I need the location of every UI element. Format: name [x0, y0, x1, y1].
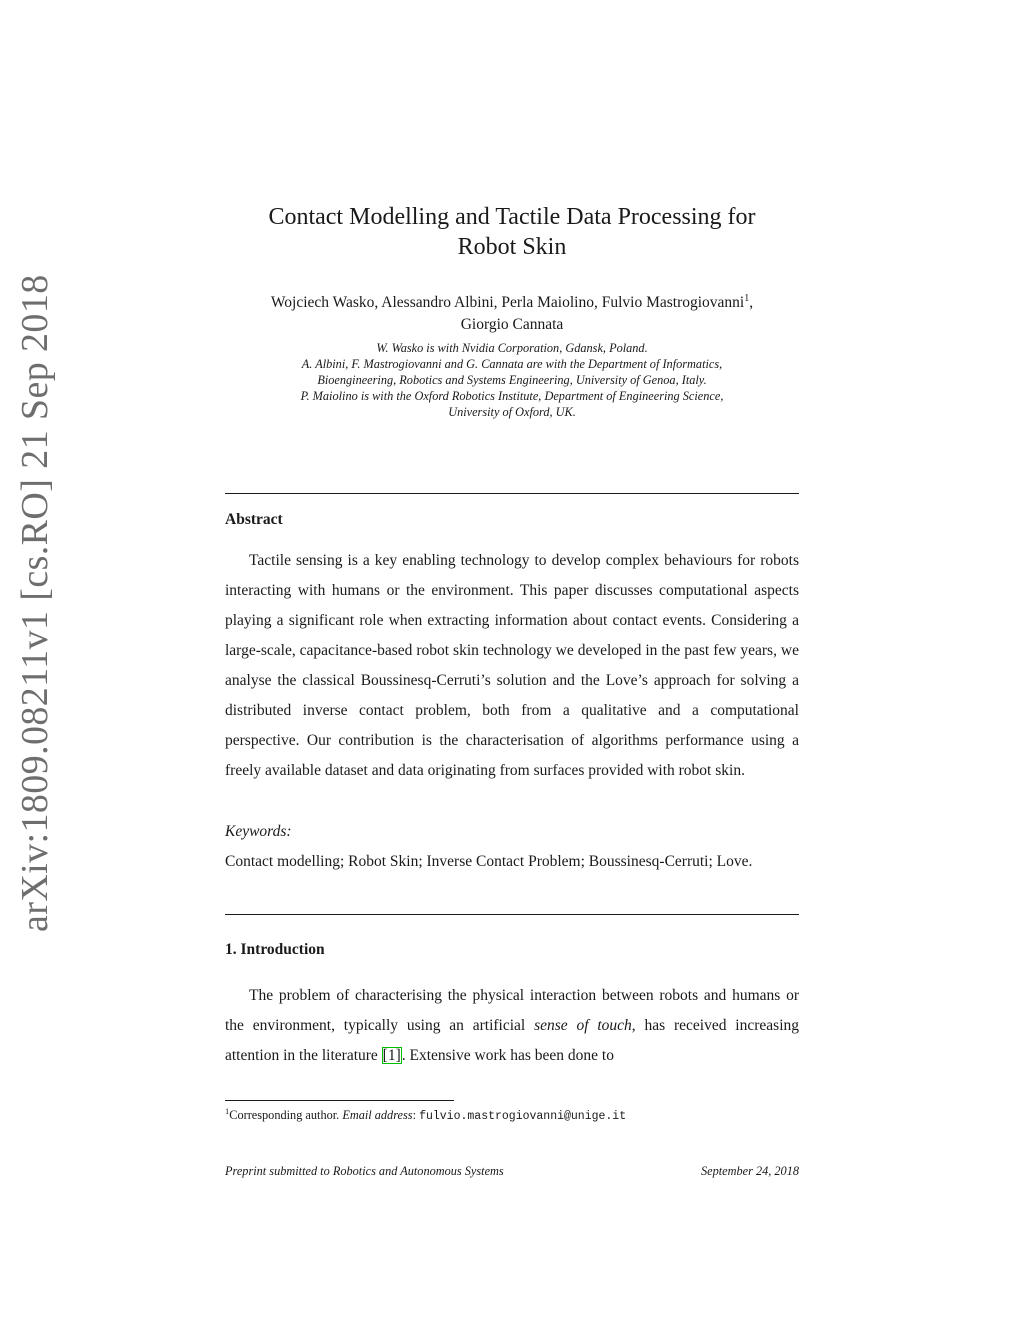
affiliation-line: A. Albini, F. Mastrogiovanni and G. Cannata are with the Department of Informatics, [301, 357, 723, 371]
introduction-paragraph [225, 981, 799, 1071]
arxiv-stamp: arXiv:1809.08211v1 [cs.RO] 21 Sep 2018 [14, 274, 56, 932]
affiliation-line: P. Maiolino is with the Oxford Robotics Institute, Department of Engineering Science, [300, 389, 724, 403]
affiliations [225, 340, 799, 420]
authors-line-2: Giorgio Cannata [460, 316, 564, 334]
affiliation-line: W. Wasko is with Nvidia Corporation, Gdansk, Poland. [376, 341, 648, 355]
authors-names: Wojciech Wasko, Alessandro Albini, Perla Maiolino, Fulvio Mastrogiovanni [270, 294, 745, 312]
keywords-text: Contact modelling; Robot Skin; Inverse Contact Problem; Boussinesq-Cerruti; Love. [225, 853, 753, 870]
intro-text-1: The problem of characterising the physical interaction between robots and humans or the environment, typically using an artificial [225, 987, 799, 1034]
authors-line-1 [225, 288, 799, 314]
footnote-mark: 1 [225, 1106, 230, 1116]
affiliation-line: University of Oxford, UK. [448, 405, 576, 419]
abstract-top-rule [225, 493, 799, 494]
footnote-colon: : [412, 1108, 420, 1123]
title-line-2: Robot Skin [457, 234, 567, 260]
intro-text-3: . Extensive work has been done to [401, 1047, 614, 1064]
intro-emphasis: sense of touch [534, 1017, 632, 1034]
citation-link[interactable]: [1] [382, 1047, 401, 1064]
paper-title [225, 202, 799, 262]
intro-text-2: , has received increasing attention in the literature [225, 1017, 799, 1064]
preprint-journal-note: Preprint submitted to Robotics and Autonomous Systems [225, 1164, 504, 1178]
footnote [225, 1103, 626, 1125]
footnote-rule [225, 1100, 454, 1101]
affiliation-line: Bioengineering, Robotics and Systems Engineering, University of Genoa, Italy. [317, 373, 707, 387]
footnote-email-label: Email address [342, 1108, 413, 1123]
author-list [225, 288, 799, 336]
authors-comma: , [749, 294, 754, 312]
preprint-date: September 24, 2018 [700, 1164, 799, 1178]
footnote-email[interactable]: fulvio.mastrogiovanni@unige.it [419, 1110, 627, 1124]
abstract-heading: Abstract [225, 511, 283, 528]
abstract-bottom-rule [225, 914, 799, 915]
title-line-1: Contact Modelling and Tactile Data Processing for [268, 204, 756, 230]
section-heading-introduction: 1. Introduction [225, 941, 325, 958]
corresponding-author-mark[interactable]: 1 [744, 293, 750, 304]
footnote-text: Corresponding author. [229, 1108, 343, 1123]
keywords-label: Keywords: [225, 823, 292, 840]
abstract-body: Tactile sensing is a key enabling technology to develop complex behaviours for robots interacting with humans or the environment. This paper discusses computational aspects playing a significant role when extracting information about contact events. Considering a large-scale, capacitance-based robot skin technology we developed in the past few years, we analyse the classical Boussinesq-Cerruti’s solution and the Love’s approach for solving a distributed inverse contact problem, both from a qualitative and a computational perspective. Our contribution is the characterisation of algorithms performance using a freely available dataset and data originating from surfaces provided with robot skin. [225, 552, 799, 779]
